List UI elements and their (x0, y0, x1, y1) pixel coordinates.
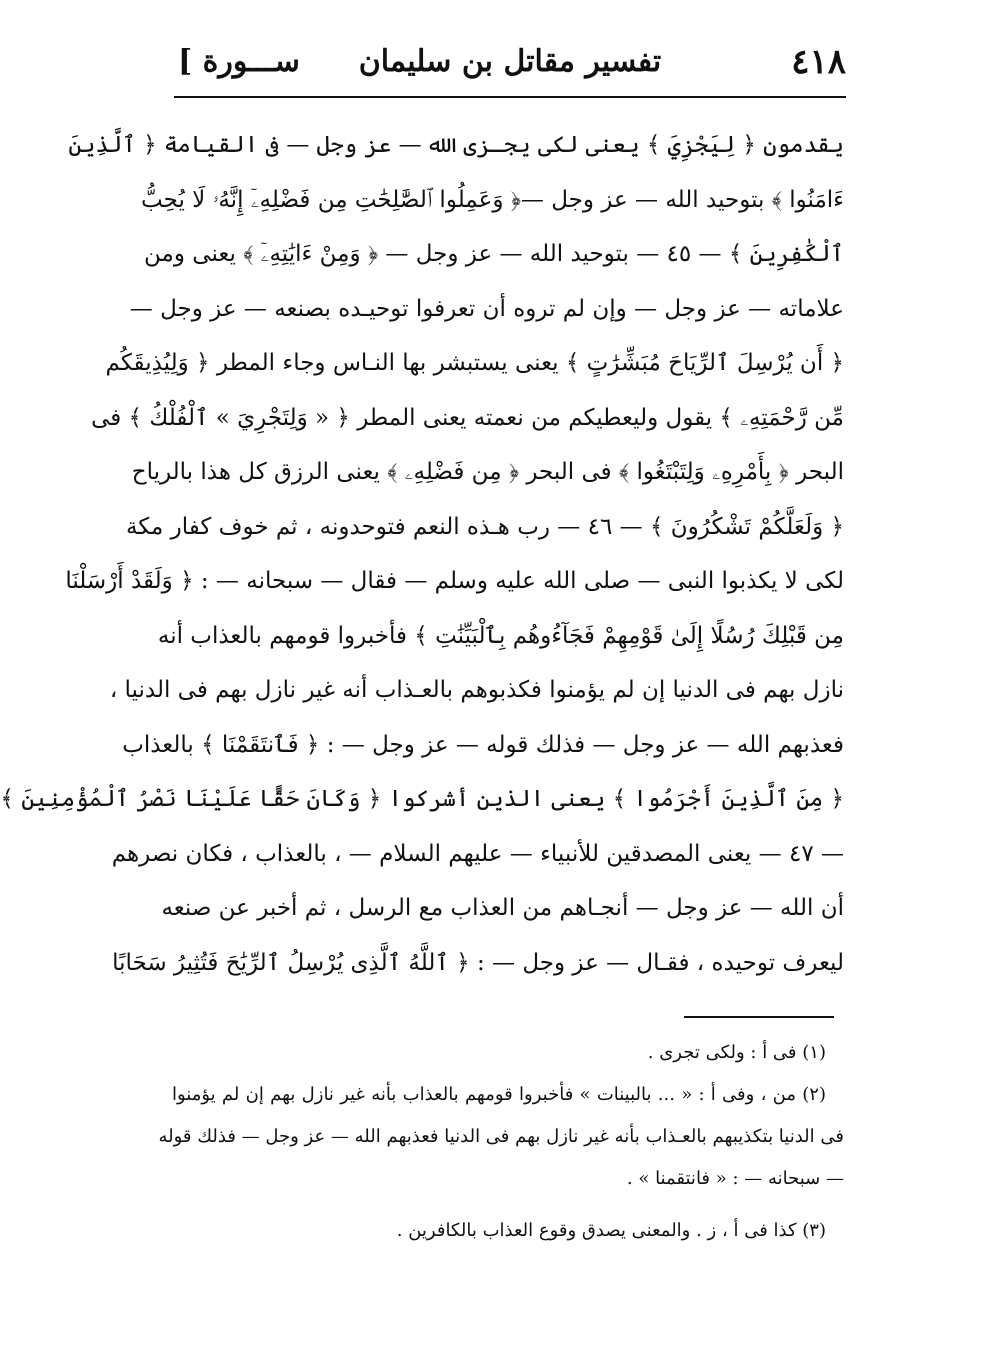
footnote-1: (١) فى أ : ولكى تجرى . (647, 1042, 826, 1063)
footnote-2-line: (٢) من ، وفى أ : « ... بالبينات » فأخبروا قومهم بالعذاب بأنه غير نازل بهم إن لم يؤمنوا (172, 1084, 826, 1105)
text-line: ءَامَنُوا ﴾ بتوحيد الله — عز وجل —﴿ وَعَمِلُوا ٱلصَّٰلِحَٰتِ مِن فَضْلِهِۦٓ إِنَّهُۥ لَا يُحِبُّ (141, 186, 844, 213)
footnote-spacer (172, 1200, 844, 1210)
text-line: ليعرف توحيده ، فقـال — عز وجل — : ﴿ ٱللَّهُ ٱلَّذِى يُرْسِلُ ٱلرِّيَٰحَ فَتُثِيرُ سَحَابًا (112, 949, 844, 976)
text-line: أن الله — عز وجل — أنجـاهم من العذاب مع الرسل ، ثم أخبر عن صنعه (161, 895, 844, 921)
text-line: فعذبهم الله — عز وجل — فذلك قوله — عز وجل — : ﴿ فَٱنتَقَمْنَا ﴾ بالعذاب (122, 731, 844, 758)
footnote-2-line: — سبحانه — : « فانتقمنا » . (626, 1168, 844, 1189)
main-text (0, 118, 844, 990)
text-line: ﴿ أَن يُرْسِلَ ٱلرِّيَاحَ مُبَشِّرَٰتٍ ﴾ يعنى يستبشر بها النـاس وجاء المطر ﴿ وَلِيُذِيقَكُم (105, 350, 844, 376)
page-number: ٤١٨ (791, 42, 846, 82)
footnotes (158, 1032, 844, 1252)
footnote-2-line: فى الدنيا بتكذيبهم بالعـذاب بأنه غير نازل بهم فى الدنيا فعذبهم الله — عز وجل — فذلك قوله (158, 1126, 844, 1147)
footnote-rule (684, 1016, 834, 1018)
text-line: مِّن رَّحْمَتِهِۦ ﴾ يقول وليعطيكم من نعمته يعنى المطر ﴿ « وَلِتَجْرِيَ » ٱلْفُلْكُ ﴾ فى (91, 404, 844, 431)
header-rule (174, 96, 846, 98)
sura-label: [ ســـورة (178, 44, 300, 79)
text-line: علاماته — عز وجل — وإن لم تروه أن تعرفوا توحيـده بصنعه — عز وجل — (129, 295, 844, 322)
text-line: مِن قَبْلِكَ رُسُلًا إِلَىٰ قَوْمِهِمْ فَجَآءُوهُم بِٱلْبَيِّنَٰتِ ﴾ فأخبروا قومهم بالعذاب أنه (157, 622, 844, 649)
text-line: نازل بهم فى الدنيا إن لم يؤمنوا فكذبوهم بالعـذاب أنه غير نازل بهم فى الدنيا ، (109, 677, 844, 703)
text-line: ٱلْكَٰفِرِينَ ﴾ — ٤٥ — بتوحيد الله — عز وجل — ﴿ وَمِنْ ءَايَٰتِهِۦٓ ﴾ يعنى ومن (144, 241, 844, 267)
text-line: البحر ﴿ بِأَمْرِهِۦ وَلِتَبْتَغُوا ﴾ فى البحر ﴿ مِن فَضْلِهِۦ ﴾ يعنى الرزق كل هذا بالرياح (131, 459, 844, 485)
text-line: ﴿ مِنَ ٱلَّذِينَ أَجْرَمُوا ﴾ يعنى الذين أشركوا ﴿ وَكَانَ حَقًّا عَلَيْنَا نَصْرُ ٱلْمُؤْمِنِينَ ﴾ (0, 786, 844, 812)
running-header (174, 38, 846, 92)
text-line: ﴿ وَلَعَلَّكُمْ تَشْكُرُونَ ﴾ — ٤٦ — رب هـذه النعم فتوحدونه ، ثم خوف كفار مكة (125, 513, 844, 540)
text-line: لكى لا يكذبوا النبى — صلى الله عليه وسلم — فقال — سبحانه — : ﴿ وَلَقَدْ أَرْسَلْنَا (65, 568, 844, 594)
book-title: تفسير مقاتل بن سليمان (358, 44, 662, 79)
text-line: يقدمون ﴿ لِيَجْزِيَ ﴾ يعنى لكى يجـزى الله — عز وجل — فى القيامة ﴿ ٱلَّذِينَ (68, 132, 844, 158)
text-line: — ٤٧ — يعنى المصدقين للأنبياء — عليهم السلام — ، بالعذاب ، فكان نصرهم (111, 840, 844, 867)
footnote-3: (٣) كذا فى أ ، ز . والمعنى يصدق وقوع العذاب بالكافرين . (396, 1220, 826, 1241)
